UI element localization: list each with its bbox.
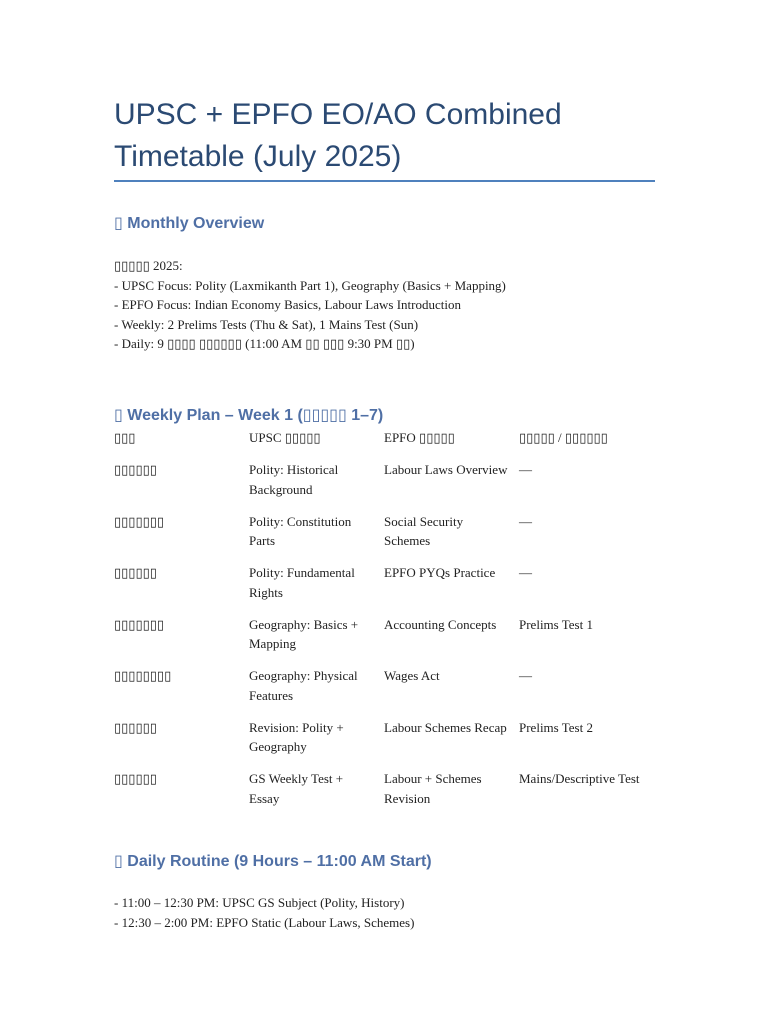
daily-line: - 11:00 – 12:30 PM: UPSC GS Subject (Polity, History)	[114, 895, 405, 910]
header-test: ▯▯▯▯▯ / ▯▯▯▯▯▯	[519, 430, 608, 445]
cell-test: —	[519, 565, 532, 580]
daily-line: - 12:30 – 2:00 PM: EPFO Static (Labour Laws, Schemes)	[114, 914, 415, 930]
cell-epfo: Labour Schemes Recap	[384, 719, 507, 735]
cell-upsc: Polity: Historical Background	[249, 462, 339, 497]
cell-upsc: Polity: Constitution Parts	[249, 513, 352, 548]
cell-epfo: Labour Laws Overview	[384, 462, 508, 477]
cell-test: Mains/Descriptive Test	[519, 771, 640, 786]
overview-paragraph	[114, 256, 506, 354]
clock-icon: ▯	[114, 851, 123, 870]
overview-line: - UPSC Focus: Polity (Laxmikanth Part 1), Geography (Basics + Mapping)	[114, 277, 506, 293]
cell-test: —	[519, 513, 532, 529]
header-upsc: UPSC ▯▯▯▯▯	[249, 430, 321, 445]
header-epfo: EPFO ▯▯▯▯▯	[384, 430, 455, 445]
daily-heading-text: Daily Routine (9 Hours – 11:00 AM Start)	[127, 853, 432, 870]
cell-epfo: Wages Act	[384, 668, 440, 683]
cell-day: ▯▯▯▯▯▯	[114, 719, 157, 735]
table-row	[114, 718, 655, 770]
weekly-heading	[114, 405, 383, 425]
cell-upsc: Geography: Physical Features	[249, 668, 358, 703]
header-day: ▯▯▯	[114, 430, 136, 445]
overview-line: ▯▯▯▯▯ 2025:	[114, 258, 183, 273]
cell-upsc: Geography: Basics + Mapping	[249, 616, 359, 651]
cell-test: —	[519, 462, 532, 477]
cell-day: ▯▯▯▯▯▯	[114, 565, 157, 580]
weekly-heading-text: Weekly Plan – Week 1 (▯▯▯▯▯ 1–7)	[127, 407, 384, 424]
cell-day: ▯▯▯▯▯▯▯▯	[114, 668, 172, 683]
cell-test: —	[519, 668, 532, 683]
calendar-icon: ▯	[114, 213, 123, 232]
cell-epfo: Labour + Schemes Revision	[384, 771, 482, 806]
cell-day: ▯▯▯▯▯▯▯	[114, 616, 165, 632]
table-row	[114, 460, 655, 512]
document-title: UPSC + EPFO EO/AO Combined Timetable (July 2025)	[114, 98, 562, 173]
daily-paragraph	[114, 893, 414, 932]
overview-line: - Weekly: 2 Prelims Tests (Thu & Sat), 1 Mains Test (Sun)	[114, 316, 419, 332]
cell-upsc: Polity: Fundamental Rights	[249, 565, 355, 600]
table-row	[114, 769, 655, 821]
table-row	[114, 512, 655, 564]
cell-epfo: EPFO PYQs Practice	[384, 565, 496, 580]
weekly-plan-table	[114, 428, 655, 821]
cell-day: ▯▯▯▯▯▯▯	[114, 513, 165, 529]
cell-upsc: GS Weekly Test + Essay	[249, 771, 344, 806]
cell-epfo: Social Security Schemes	[384, 513, 464, 548]
overview-heading	[114, 213, 264, 233]
cell-day: ▯▯▯▯▯▯	[114, 462, 157, 477]
cell-test: Prelims Test 1	[519, 616, 593, 632]
cell-upsc: Revision: Polity + Geography	[249, 719, 344, 754]
table-row	[114, 615, 655, 667]
table-header-row	[114, 428, 655, 460]
cell-day: ▯▯▯▯▯▯	[114, 771, 157, 786]
title-underline	[114, 180, 655, 182]
overview-line: - EPFO Focus: Indian Economy Basics, Labour Laws Introduction	[114, 297, 461, 312]
overview-line: - Daily: 9 ▯▯▯▯ ▯▯▯▯▯▯ (11:00 AM ▯▯ ▯▯▯ 9:30 PM ▯▯)	[114, 336, 415, 351]
daily-heading	[114, 851, 432, 871]
cell-test: Prelims Test 2	[519, 719, 593, 735]
table-row	[114, 563, 655, 615]
cell-epfo: Accounting Concepts	[384, 616, 497, 632]
overview-heading-text: Monthly Overview	[127, 215, 265, 232]
clipboard-icon: ▯	[114, 405, 123, 424]
table-row	[114, 666, 655, 718]
